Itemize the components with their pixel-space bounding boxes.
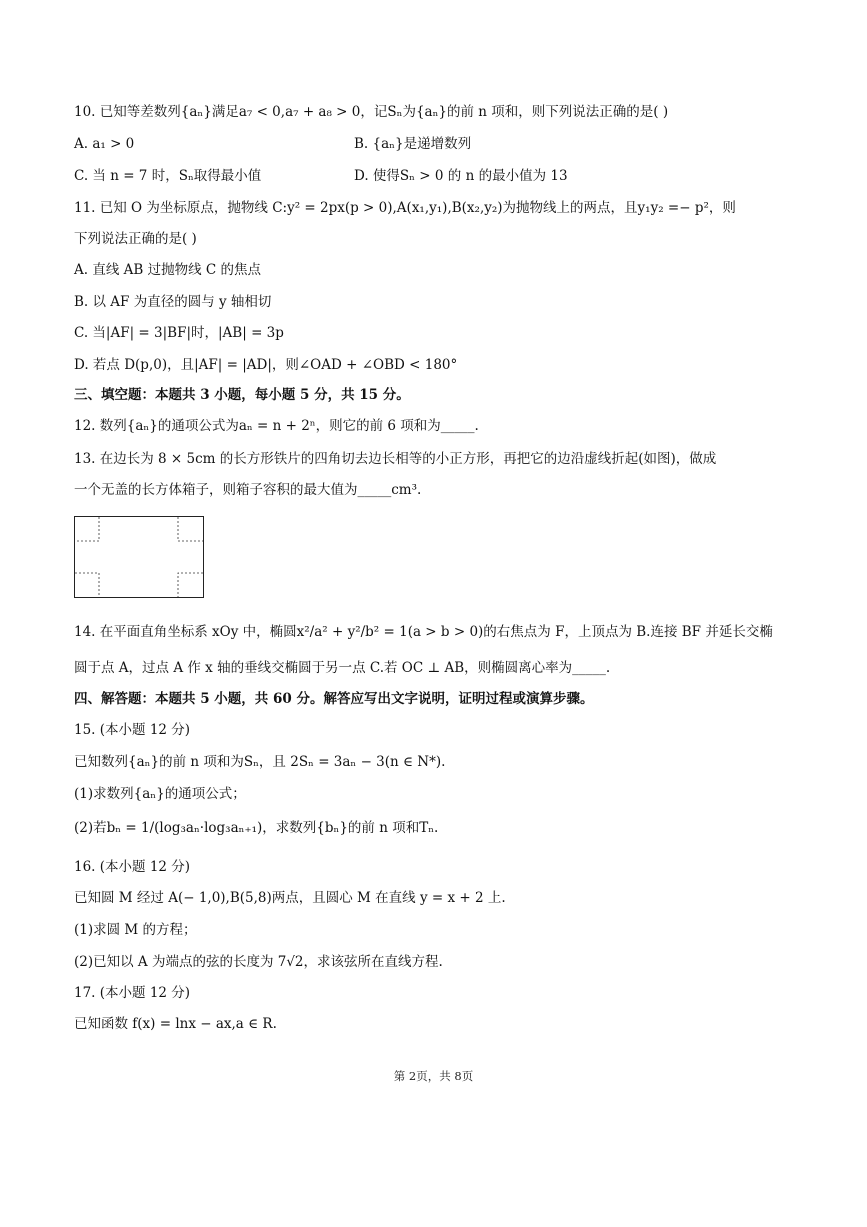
question-10-stem: 10. 已知等差数列{aₙ}满足a₇ < 0,a₇ + a₈ > 0，记Sₙ为{aₙ}的前 n 项和，则下列说法正确的是( ) bbox=[74, 104, 669, 120]
question-13-stem: 13. 在边长为 8 × 5cm 的长方形铁片的四角切去边长相等的小正方形，再把它的边沿虚线折起(如图)，做成 bbox=[74, 451, 717, 467]
question-15-part-2: (2)若bₙ = 1/(log₃aₙ·log₃aₙ₊₁)，求数列{bₙ}的前 n 项和Tₙ. bbox=[74, 820, 439, 836]
question-14-stem-cont: 圆于点 A，过点 A 作 x 轴的垂线交椭圆于另一点 C.若 OC ⊥ AB，则椭圆离心率为_____. bbox=[74, 660, 611, 676]
page-footer: 第 2页，共 8页 bbox=[393, 1069, 474, 1083]
question-11-option-a: A. 直线 AB 过抛物线 C 的焦点 bbox=[74, 262, 261, 278]
question-12: 12. 数列{aₙ}的通项公式为aₙ = n + 2ⁿ，则它的前 6 项和为_____. bbox=[74, 418, 479, 434]
question-11-option-b: B. 以 AF 为直径的圆与 y 轴相切 bbox=[74, 294, 272, 310]
question-11-stem: 11. 已知 O 为坐标原点，抛物线 C:y² = 2px(p > 0),A(x₁,y₁),B(x₂,y₂)为抛物线上的两点，且y₁y₂ =− p²，则 bbox=[74, 200, 736, 216]
section-3-heading: 三、填空题：本题共 3 小题，每小题 5 分，共 15 分。 bbox=[74, 387, 410, 403]
question-17-header: 17. (本小题 12 分) bbox=[74, 985, 191, 1001]
question-16-header: 16. (本小题 12 分) bbox=[74, 859, 191, 875]
question-11-option-d: D. 若点 D(p,0)，且|AF| = |AD|，则∠OAD + ∠OBD < 180° bbox=[74, 357, 458, 373]
question-16-stem: 已知圆 M 经过 A(− 1,0),B(5,8)两点，且圆心 M 在直线 y = x + 2 上. bbox=[74, 890, 506, 906]
folded-box-figure bbox=[74, 516, 204, 598]
section-4-heading: 四、解答题：本题共 5 小题，共 60 分。解答应写出文字说明，证明过程或演算步骤。 bbox=[74, 691, 594, 707]
question-10-option-a: A. a₁ > 0 bbox=[74, 136, 135, 152]
question-17-stem: 已知函数 f(x) = lnx − ax,a ∈ R. bbox=[74, 1016, 277, 1032]
question-11-stem-cont: 下列说法正确的是( ) bbox=[74, 231, 197, 247]
question-16-part-1: (1)求圆 M 的方程； bbox=[74, 922, 197, 938]
question-11-option-c: C. 当|AF| = 3|BF|时，|AB| = 3p bbox=[74, 325, 284, 341]
question-15-part-1: (1)求数列{aₙ}的通项公式； bbox=[74, 786, 246, 802]
question-15-stem: 已知数列{aₙ}的前 n 项和为Sₙ，且 2Sₙ = 3aₙ − 3(n ∈ N*). bbox=[74, 754, 446, 770]
question-13-stem-cont: 一个无盖的长方体箱子，则箱子容积的最大值为_____cm³. bbox=[74, 482, 422, 498]
question-15-header: 15. (本小题 12 分) bbox=[74, 722, 191, 738]
question-10-option-d: D. 使得Sₙ > 0 的 n 的最小值为 13 bbox=[354, 168, 568, 184]
question-10-option-b: B. {aₙ}是递增数列 bbox=[354, 136, 472, 152]
question-10-option-c: C. 当 n = 7 时，Sₙ取得最小值 bbox=[74, 168, 262, 184]
question-16-part-2: (2)已知以 A 为端点的弦的长度为 7√2，求该弦所在直线方程. bbox=[74, 954, 443, 970]
question-14-stem: 14. 在平面直角坐标系 xOy 中，椭圆x²/a² + y²/b² = 1(a > b > 0)的右焦点为 F，上顶点为 B.连接 BF 并延长交椭 bbox=[74, 624, 773, 640]
